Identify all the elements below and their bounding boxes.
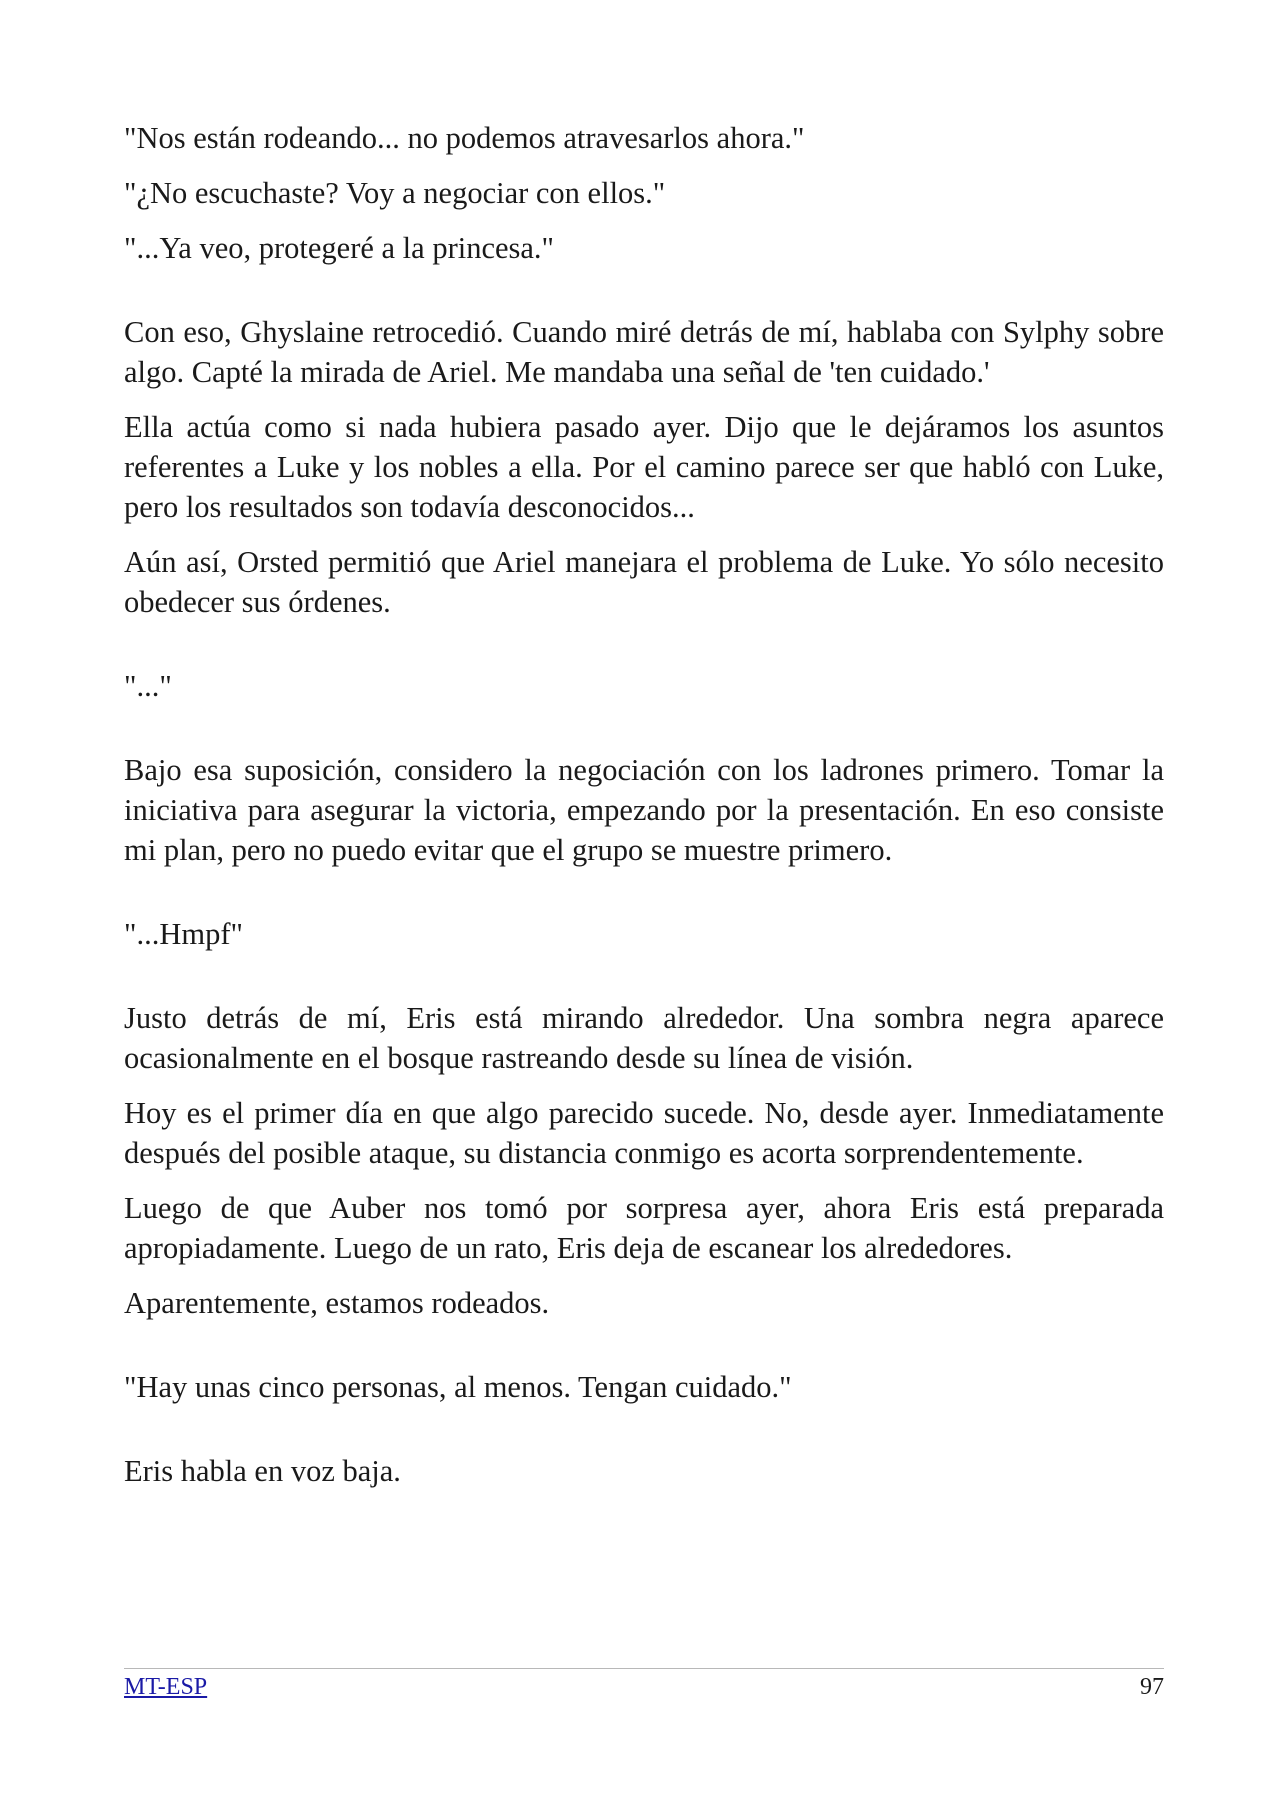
footer-source-link[interactable]: MT-ESP [124, 1674, 208, 1700]
dialogue-line: "Nos están rodeando... no podemos atravesarlos ahora." [124, 121, 805, 155]
dialogue-line: "...Ya veo, protegeré a la princesa." [124, 231, 555, 265]
dialogue-line: "Hay unas cinco personas, al menos. Tengan cuidado." [124, 1370, 792, 1404]
narration-paragraph: Bajo esa suposición, considero la negociación con los ladrones primero. Tomar la iniciativa para asegurar la victoria, empezando por la presentación. En eso consiste mi plan, pero no puedo evitar que el grupo se muestre primero. [124, 753, 1164, 867]
narration-paragraph: Hoy es el primer día en que algo parecido sucede. No, desde ayer. Inmediatamente después del posible ataque, su distancia conmigo es acorta sorprendentemente. [124, 1096, 1164, 1170]
dialogue-line: "¿No escuchaste? Voy a negociar con ellos." [124, 176, 666, 210]
narration-paragraph: Luego de que Auber nos tomó por sorpresa ayer, ahora Eris está preparada apropiadamente. Luego de un rato, Eris deja de escanear los alrededores. [124, 1191, 1164, 1265]
footer-divider [124, 1668, 1164, 1669]
narration-paragraph: Aún así, Orsted permitió que Ariel manejara el problema de Luke. Yo sólo necesito obedecer sus órdenes. [124, 545, 1164, 619]
narration-paragraph: Con eso, Ghyslaine retrocedió. Cuando miré detrás de mí, hablaba con Sylphy sobre algo. Capté la mirada de Ariel. Me mandaba una señal de 'ten cuidado.' [124, 315, 1164, 389]
narration-paragraph: Justo detrás de mí, Eris está mirando alrededor. Una sombra negra aparece ocasionalmente en el bosque rastreando desde su línea de visión. [124, 1001, 1164, 1075]
narration-paragraph: Eris habla en voz baja. [124, 1454, 401, 1488]
dialogue-line: "..." [124, 669, 172, 703]
narration-paragraph: Aparentemente, estamos rodeados. [124, 1286, 550, 1320]
page-number: 97 [1140, 1674, 1164, 1700]
narration-paragraph: Ella actúa como si nada hubiera pasado ayer. Dijo que le dejáramos los asuntos referentes a Luke y los nobles a ella. Por el camino parece ser que habló con Luke, pero los resultados son todavía desconocidos... [124, 410, 1164, 524]
dialogue-line: "...Hmpf" [124, 917, 243, 951]
page-body [124, 118, 1164, 1491]
